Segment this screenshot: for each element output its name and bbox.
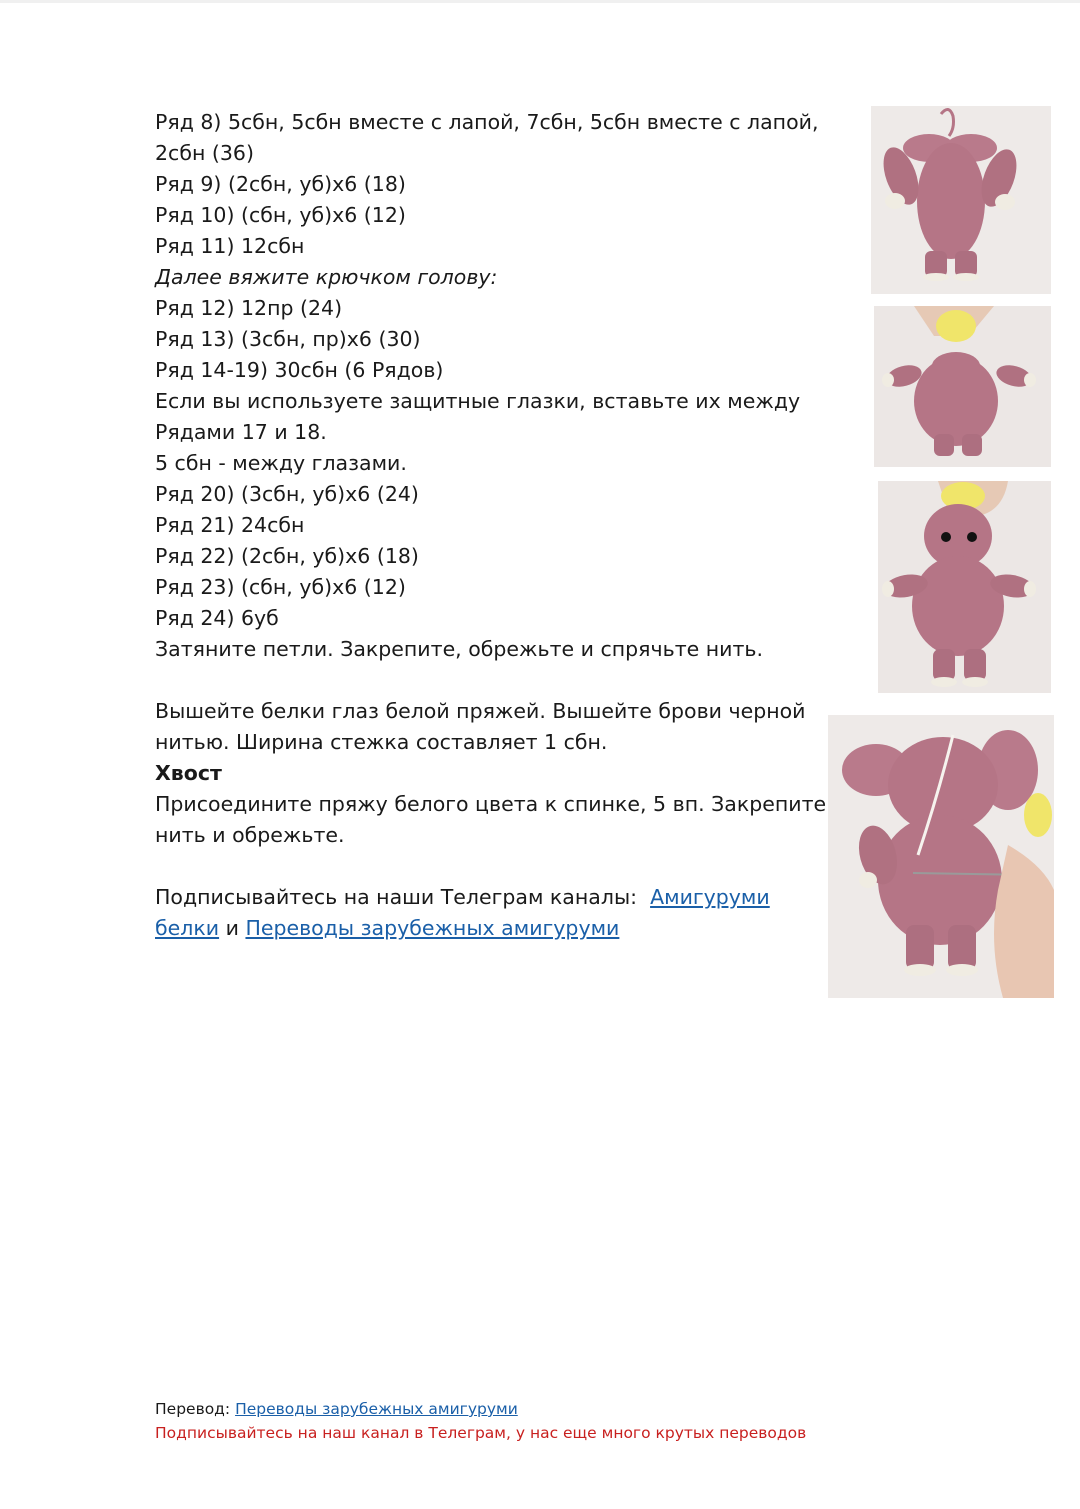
page-top-border — [0, 0, 1080, 3]
row-14-19: Ряд 14-19) 30сбн (6 Рядов) — [155, 358, 444, 382]
tail-heading: Хвост — [155, 761, 222, 785]
row-13: Ряд 13) (3сбн, пр)х6 (30) — [155, 327, 421, 351]
spacer — [155, 665, 825, 696]
row-21: Ряд 21) 24сбн — [155, 513, 305, 537]
row-8-line-1: Ряд 8) 5сбн, 5сбн вместе с лапой, 7сбн, 5сбн вместе с лапой, — [155, 110, 819, 134]
amigurumi-squirrels-link-cont[interactable]: белки — [155, 916, 220, 940]
embroider-instruction-2: нитью. Ширина стежка составляет 1 сбн. — [155, 730, 608, 754]
translation-link[interactable]: Переводы зарубежных амигуруми — [235, 1400, 518, 1418]
row-12: Ряд 12) 12пр (24) — [155, 296, 343, 320]
toy-photo-body-held — [874, 306, 1051, 467]
subscribe-prefix: Подписывайтесь на наши Телеграм каналы: — [155, 885, 638, 909]
translation-label: Перевод: — [155, 1400, 231, 1418]
toy-photo-with-eyes — [878, 481, 1051, 693]
head-section-note: Далее вяжите крючком голову: — [155, 265, 498, 289]
foreign-amigurumi-translations-link[interactable]: Переводы зарубежных амигуруми — [245, 916, 620, 940]
row-23: Ряд 23) (сбн, уб)х6 (12) — [155, 575, 406, 599]
safety-eyes-note-1: Если вы используете защитные глазки, вставьте их между — [155, 389, 801, 413]
row-20: Ряд 20) (3сбн, уб)х6 (24) — [155, 482, 419, 506]
embroider-instruction-1: Вышейте белки глаз белой пряжей. Вышейте брови черной — [155, 699, 806, 723]
tail-instruction-2: нить и обрежьте. — [155, 823, 345, 847]
row-9: Ряд 9) (2сбн, уб)х6 (18) — [155, 172, 406, 196]
subscribe-line-1 — [155, 882, 825, 913]
translation-credit — [155, 1397, 806, 1421]
row-10: Ряд 10) (сбн, уб)х6 (12) — [155, 203, 406, 227]
subscribe-line-2 — [155, 913, 825, 944]
safety-eyes-note-2: Рядами 17 и 18. — [155, 420, 327, 444]
tail-instruction-1: Присоедините пряжу белого цвета к спинке, 5 вп. Закрепите — [155, 792, 827, 816]
spacer — [155, 851, 825, 882]
and-word: и — [225, 916, 239, 940]
finish-instruction: Затяните петли. Закрепите, обрежьте и спрячьте нить. — [155, 637, 764, 661]
row-24: Ряд 24) 6уб — [155, 606, 279, 630]
row-8-line-2: 2сбн (36) — [155, 141, 254, 165]
toy-photo-back-view — [871, 106, 1051, 294]
telegram-promo: Подписывайтесь на наш канал в Телеграм, у нас еще много крутых переводов — [155, 1424, 807, 1442]
amigurumi-squirrels-link[interactable]: Амигуруми — [650, 885, 770, 909]
toy-photo-tail-needle — [828, 715, 1054, 998]
row-11: Ряд 11) 12сбн — [155, 234, 305, 258]
page-footer — [155, 1397, 806, 1445]
pattern-instructions — [155, 107, 825, 944]
eye-spacing-note: 5 сбн - между глазами. — [155, 451, 407, 475]
row-22: Ряд 22) (2сбн, уб)х6 (18) — [155, 544, 419, 568]
